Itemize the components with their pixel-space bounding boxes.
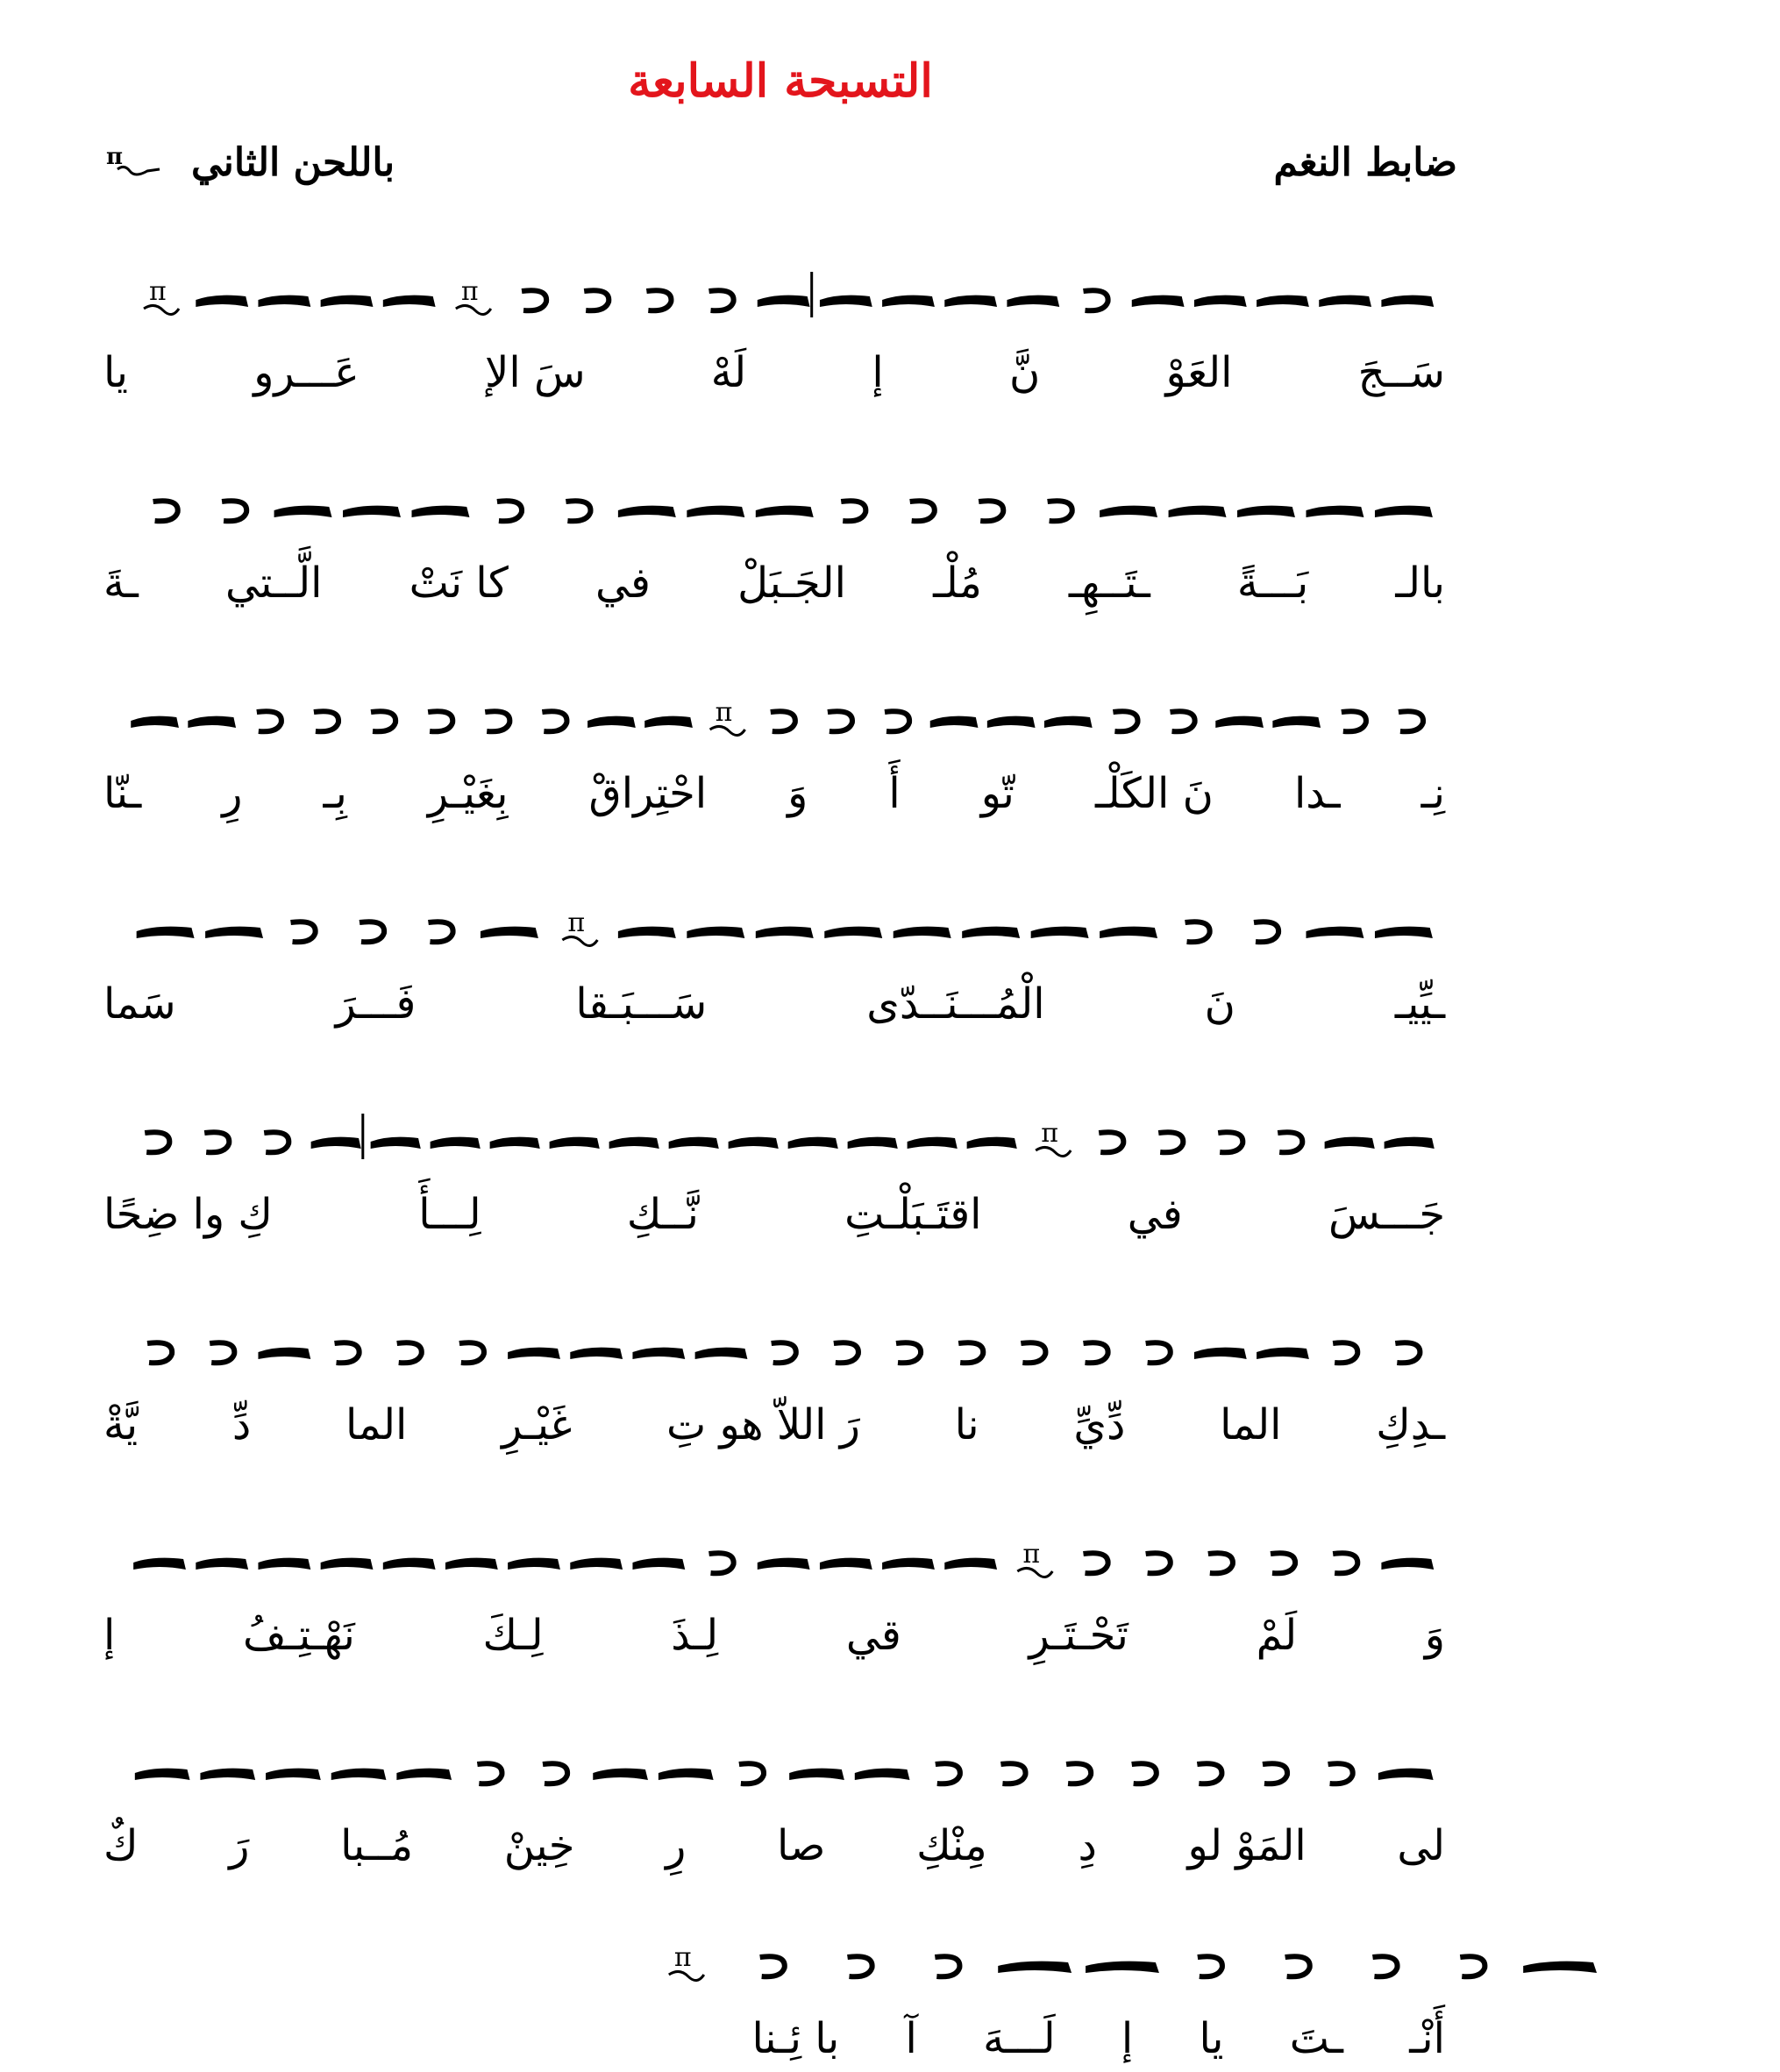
ison-neume	[291, 922, 316, 942]
lyric-syllable: خِينْ	[503, 1821, 575, 1870]
ison-neume	[1158, 1132, 1183, 1152]
svg-text:π: π	[1041, 1118, 1058, 1149]
oligon-neume	[998, 1962, 1072, 1973]
lyric-syllable: الجَـبَلْ	[737, 559, 846, 608]
ison-neume	[1271, 1553, 1295, 1573]
ison-neume	[1099, 1132, 1123, 1152]
lyric-syllable: مِنْكِ	[916, 1821, 987, 1870]
lyric-syllable: سَ الإ	[484, 348, 586, 397]
lyric-syllable: لِـذَ	[671, 1611, 719, 1660]
ison-neume	[477, 1763, 502, 1784]
oligon-neume	[1237, 506, 1295, 517]
lyric-syllable: نِـ	[1420, 769, 1445, 818]
oligon-neume	[371, 1137, 421, 1149]
ison-neume	[958, 1342, 983, 1363]
music-system	[103, 1087, 1445, 1242]
lyric-syllable: رَ اللاّ هو تِ	[666, 1400, 860, 1449]
oligon-neume	[695, 1348, 748, 1359]
lyric-syllable: مُلْـ	[933, 559, 982, 608]
ison-neume	[371, 711, 395, 731]
lyric-syllable: إ	[103, 1611, 116, 1660]
ison-neume	[1083, 1553, 1107, 1573]
oligon-neume	[383, 295, 436, 307]
lyric-syllable: الْمُـــنَــدّى	[866, 979, 1045, 1029]
neume-line	[103, 1087, 1445, 1184]
oligon-neume	[1307, 927, 1364, 938]
lyric-syllable: بِـ	[323, 769, 347, 818]
lyric-syllable: غَيْـرِ	[502, 1400, 573, 1449]
lyrics-line	[103, 556, 1445, 610]
lyric-syllable: رِ	[666, 1821, 687, 1870]
oligon-neume	[1169, 506, 1227, 517]
ison-neume	[1263, 1763, 1287, 1784]
lyric-syllable: يا	[103, 348, 128, 397]
svg-text:π: π	[1022, 1539, 1041, 1570]
lyric-syllable: بَـــةً	[1236, 559, 1309, 608]
lyric-syllable: ـدِكِ	[1376, 1400, 1446, 1449]
oligon-neume	[131, 716, 179, 728]
ison-neume	[1132, 1763, 1157, 1784]
lyric-syllable: نَّ	[1009, 348, 1041, 397]
oligon-neume	[1307, 506, 1364, 517]
ison-neume	[828, 711, 852, 731]
lyric-syllable: لِـــأَ	[418, 1190, 481, 1239]
lyric-syllable: كِ وا ضِحًا	[103, 1190, 273, 1239]
pi-martyria-icon	[669, 1942, 704, 1981]
ison-neume	[772, 1342, 796, 1363]
ison-neume	[1197, 1763, 1221, 1784]
ison-neume	[335, 1342, 360, 1363]
oligon-neume	[756, 506, 814, 517]
lyric-syllable: قي	[845, 1611, 901, 1660]
page-title: التسبحة السابعة	[628, 54, 933, 108]
ison-neume	[542, 711, 566, 731]
pi-mode-icon	[105, 141, 165, 185]
lyric-syllable: مُــبا	[340, 1821, 414, 1870]
oligon-neume	[133, 1558, 186, 1570]
oligon-neume	[331, 1769, 387, 1780]
oligon-neume	[609, 1137, 659, 1149]
oligon-neume	[593, 1769, 648, 1780]
oligon-neume	[1194, 1348, 1247, 1359]
ison-neume	[936, 1763, 960, 1784]
ison-neume	[935, 1956, 959, 1976]
ison-neume	[896, 1342, 921, 1363]
oligon-neume	[1086, 1962, 1159, 1973]
ison-neume	[1342, 711, 1366, 731]
ison-neume	[1021, 1342, 1045, 1363]
oligon-neume	[1325, 1137, 1375, 1149]
lyric-syllable: آ	[905, 2014, 917, 2063]
lyric-syllable: أَ	[888, 769, 901, 818]
lyric-syllable: لَمْ	[1256, 1611, 1298, 1660]
music-system	[103, 246, 1445, 400]
oligon-neume	[820, 1558, 872, 1570]
oligon-neume	[137, 927, 195, 938]
oligon-neume	[311, 1137, 361, 1149]
oligon-neume	[987, 716, 1036, 728]
neume-line	[103, 246, 1445, 342]
oligon-neume	[343, 506, 401, 517]
oligon-neume	[632, 1558, 685, 1570]
lyrics-line	[103, 977, 1445, 1031]
ison-neume	[1185, 922, 1210, 942]
ison-neume	[459, 1342, 484, 1363]
lyric-syllable: با ئِـنا	[751, 2014, 840, 2063]
ison-neume	[1254, 922, 1278, 942]
ison-neume	[314, 711, 338, 731]
neume-line	[103, 1719, 1445, 1815]
ison-neume	[1083, 290, 1107, 310]
ison-neume	[1372, 1956, 1397, 1976]
lyric-syllable: المَوْ لو	[1187, 1821, 1307, 1870]
oligon-neume	[824, 927, 882, 938]
ison-neume	[1048, 501, 1072, 521]
lyric-syllable: جَـــسَ	[1328, 1190, 1446, 1239]
oligon-neume	[618, 506, 676, 517]
lyric-syllable: وَ	[787, 769, 808, 818]
oligon-neume	[508, 1348, 560, 1359]
lyric-syllable: دِّ	[231, 1400, 252, 1449]
oligon-neume	[882, 1558, 935, 1570]
music-system	[103, 877, 1445, 1031]
lyric-syllable: وَ	[1424, 1611, 1446, 1660]
oligon-neume	[266, 1769, 321, 1780]
pi-martyria-icon	[144, 276, 179, 315]
oligon-neume	[205, 927, 263, 938]
oligon-neume	[481, 927, 538, 938]
svg-text:π: π	[673, 1942, 692, 1973]
oligon-neume	[508, 1558, 560, 1570]
oligon-neume	[1257, 295, 1309, 307]
oligon-neume	[687, 927, 744, 938]
ison-neume	[1146, 1342, 1171, 1363]
oligon-neume	[967, 1137, 1017, 1149]
tone-label: باللحن الثاني	[191, 140, 395, 185]
ison-neume	[910, 501, 935, 521]
lyric-syllable: لِـكَ	[482, 1611, 544, 1660]
lyric-syllable: نَّــكِ	[626, 1190, 699, 1239]
neume-line	[103, 877, 1445, 973]
ison-neume	[709, 290, 734, 310]
ison-neume	[709, 1553, 734, 1573]
oligon-neume	[383, 1558, 436, 1570]
ison-neume	[1146, 1553, 1171, 1573]
oligon-neume	[1375, 927, 1433, 938]
lyric-syllable: ـنّا	[103, 769, 142, 818]
oligon-neume	[756, 927, 814, 938]
oligon-neume	[1031, 927, 1089, 938]
lyric-syllable: صا	[777, 1821, 826, 1870]
lyric-syllable: في	[1127, 1190, 1183, 1239]
ison-neume	[841, 501, 865, 521]
oligon-neume	[1378, 1769, 1434, 1780]
svg-text:π: π	[149, 276, 167, 307]
oligon-neume	[618, 927, 676, 938]
oligon-neume	[1381, 1558, 1434, 1570]
lyric-syllable: اقتَـبَلْـتِ	[844, 1190, 982, 1239]
lyric-syllable: ـةَ	[103, 559, 139, 608]
oligon-neume	[1257, 1348, 1309, 1359]
oligon-neume	[882, 295, 935, 307]
lyric-syllable: لى	[1397, 1821, 1446, 1870]
lyric-syllable: أَنْـ	[1409, 2014, 1445, 2063]
oligon-neume	[587, 716, 636, 728]
music-system	[103, 1719, 1445, 1873]
oligon-neume	[1007, 295, 1059, 307]
lyrics-line	[103, 1819, 1445, 1873]
oligon-neume	[258, 1558, 310, 1570]
pi-martyria-icon	[710, 697, 745, 736]
lyric-syllable: يا	[1199, 2014, 1224, 2063]
lyric-syllable: نَ الكَلْـ	[1094, 769, 1214, 818]
lyric-syllable: بالـ	[1395, 559, 1446, 608]
lyric-syllable: ـتَ	[1289, 2014, 1343, 2063]
music-system	[103, 1508, 1445, 1663]
lyric-syllable: لَهْ	[710, 348, 747, 397]
pi-martyria-icon	[1036, 1118, 1071, 1157]
ison-neume	[145, 1132, 169, 1152]
svg-text:π: π	[567, 908, 586, 938]
lyric-syllable: فَـــرَ	[335, 979, 417, 1029]
ison-neume	[771, 711, 795, 731]
oligon-neume	[758, 295, 810, 307]
oligon-neume	[258, 295, 310, 307]
oligon-neume	[1272, 716, 1321, 728]
ison-neume	[257, 711, 281, 731]
oligon-neume	[962, 927, 1020, 938]
oligon-neume	[855, 1769, 910, 1780]
oligon-neume	[644, 716, 693, 728]
ison-neume	[1333, 1342, 1357, 1363]
lyrics-line	[103, 766, 1445, 821]
oligon-neume	[789, 1769, 844, 1780]
oligon-neume	[135, 1769, 190, 1780]
ison-neume	[1218, 1132, 1242, 1152]
neume-line	[438, 1912, 1780, 2008]
oligon-neume	[669, 1137, 719, 1149]
mode-label: ضابط النغم	[1273, 140, 1457, 185]
lyrics-line	[103, 1398, 1445, 1452]
oligon-neume	[258, 1348, 310, 1359]
ison-neume	[522, 290, 546, 310]
oligon-neume	[490, 1137, 540, 1149]
lyrics-line	[103, 1187, 1445, 1242]
ison-neume	[1333, 1553, 1357, 1573]
oligon-neume	[570, 1348, 623, 1359]
ison-neume	[428, 922, 452, 942]
oligon-neume	[321, 295, 374, 307]
ison-neume	[428, 711, 452, 731]
lyric-syllable: كا نَتْ	[409, 559, 509, 608]
ison-neume	[739, 1763, 764, 1784]
ison-neume	[1083, 1342, 1107, 1363]
ison-neume	[222, 501, 246, 521]
oligon-neume	[908, 1137, 958, 1149]
oligon-neume	[445, 1558, 498, 1570]
ison-neume	[264, 1132, 288, 1152]
music-system	[103, 666, 1445, 821]
ison-neume	[1198, 1956, 1222, 1976]
ison-neume	[1066, 1763, 1091, 1784]
ison-neume	[1171, 711, 1195, 731]
oligon-neume	[1319, 295, 1371, 307]
oligon-neume	[196, 295, 248, 307]
ison-neume	[1328, 1763, 1353, 1784]
lyric-syllable: نَ	[1204, 979, 1235, 1029]
ison-neume	[1278, 1132, 1302, 1152]
ison-neume	[204, 1132, 229, 1152]
oligon-neume	[274, 506, 332, 517]
ison-neume	[543, 1763, 567, 1784]
oligon-neume	[1194, 295, 1247, 307]
music-system	[103, 456, 1445, 610]
ison-neume	[584, 290, 609, 310]
lyrics-line	[103, 345, 1445, 400]
neume-line	[103, 666, 1445, 763]
lyric-syllable: نَهْـتِـفُ	[243, 1611, 355, 1660]
oligon-neume	[412, 506, 470, 517]
lyric-syllable: في	[595, 559, 651, 608]
oligon-neume	[848, 1137, 898, 1149]
ison-neume	[979, 501, 1003, 521]
oligon-neume	[1132, 295, 1185, 307]
oligon-neume	[944, 1558, 997, 1570]
lyrics-line	[103, 1608, 1445, 1663]
oligon-neume	[1375, 506, 1433, 517]
neume-line	[103, 456, 1445, 552]
lyric-syllable: إ	[872, 348, 884, 397]
music-system	[103, 1298, 1445, 1452]
lyric-syllable: الَّــتي	[224, 559, 323, 608]
oligon-neume	[788, 1137, 838, 1149]
lyric-syllable: تَحْـتَـرِ	[1029, 1611, 1129, 1660]
ison-neume	[210, 1342, 234, 1363]
ison-neume	[1395, 1342, 1420, 1363]
lyric-syllable: بِغَيْـرِ	[427, 769, 509, 818]
tone-label-group	[105, 140, 395, 185]
lyric-syllable: كٌ	[103, 1821, 139, 1870]
ison-neume	[885, 711, 909, 731]
ison-neume	[1399, 711, 1423, 731]
lyric-syllable: سَما	[103, 979, 176, 1029]
lyric-syllable: ـدا	[1293, 769, 1341, 818]
oligon-neume	[930, 716, 979, 728]
oligon-neume	[550, 1137, 600, 1149]
ison-neume	[760, 1956, 785, 1976]
ison-neume	[1000, 1763, 1025, 1784]
oligon-neume	[200, 1769, 255, 1780]
lyric-syllable: احْتِراقْ	[588, 769, 708, 818]
ison-neume	[847, 1956, 872, 1976]
oligon-neume	[1044, 716, 1093, 728]
oligon-neume	[1381, 295, 1434, 307]
ison-neume	[147, 1342, 172, 1363]
oligon-neume	[570, 1558, 623, 1570]
oligon-neume	[758, 1558, 810, 1570]
oligon-neume	[687, 506, 744, 517]
oligon-neume	[321, 1558, 374, 1570]
oligon-neume	[196, 1558, 248, 1570]
ison-neume	[834, 1342, 858, 1363]
lyric-syllable: سَـــبَـقا	[575, 979, 708, 1029]
lyric-syllable: رِ	[222, 769, 243, 818]
oligon-neume	[1385, 1137, 1435, 1149]
ison-neume	[497, 501, 522, 521]
oligon-neume	[1215, 716, 1264, 728]
svg-text:π: π	[715, 697, 733, 728]
lyric-syllable: سَــجَ	[1357, 348, 1445, 397]
ison-neume	[360, 922, 384, 942]
lyric-syllable: عَـــرو	[253, 348, 360, 397]
lyric-syllable: ـتَــهِـ	[1068, 559, 1150, 608]
svg-text:π: π	[105, 143, 123, 170]
oligon-neume	[431, 1137, 481, 1149]
lyric-syllable: دِ	[1078, 1821, 1097, 1870]
oligon-neume	[1523, 1962, 1597, 1973]
oligon-neume	[820, 295, 872, 307]
lyric-syllable: تّو	[980, 769, 1015, 818]
neume-line	[103, 1298, 1445, 1394]
neume-line	[103, 1508, 1445, 1605]
ison-neume	[397, 1342, 422, 1363]
svg-text:π: π	[460, 276, 479, 307]
ison-neume	[1285, 1956, 1310, 1976]
lyric-syllable: لَـــهَ	[983, 2014, 1056, 2063]
lyric-syllable: ـيِّيـ	[1394, 979, 1446, 1029]
lyric-syllable: رَ	[229, 1821, 250, 1870]
lyric-syllable: دِّيِّ	[1073, 1400, 1126, 1449]
ison-neume	[646, 290, 671, 310]
lyric-syllable: إ	[1121, 2014, 1134, 2063]
oligon-neume	[944, 295, 997, 307]
oligon-neume	[894, 927, 951, 938]
ison-neume	[1460, 1956, 1485, 1976]
lyric-syllable: العَوْ	[1165, 348, 1233, 397]
oligon-neume	[396, 1769, 452, 1780]
music-system	[438, 1912, 1445, 2066]
ison-neume	[566, 501, 590, 521]
lyric-syllable: الما	[1220, 1400, 1282, 1449]
oligon-neume	[1100, 506, 1157, 517]
pi-martyria-icon	[562, 908, 597, 946]
oligon-neume	[632, 1348, 685, 1359]
ison-neume	[485, 711, 509, 731]
ison-neume	[153, 501, 178, 521]
oligon-neume	[659, 1769, 714, 1780]
ison-neume	[1113, 711, 1137, 731]
pi-martyria-icon	[456, 276, 491, 315]
lyric-syllable: نا	[954, 1400, 979, 1449]
oligon-neume	[729, 1137, 779, 1149]
lyric-syllable: الما	[345, 1400, 408, 1449]
lyrics-line	[438, 2011, 1445, 2066]
oligon-neume	[188, 716, 236, 728]
ison-neume	[1208, 1553, 1233, 1573]
lyric-syllable: يَّةْ	[103, 1400, 139, 1449]
oligon-neume	[1100, 927, 1157, 938]
pi-martyria-icon	[1017, 1539, 1052, 1577]
